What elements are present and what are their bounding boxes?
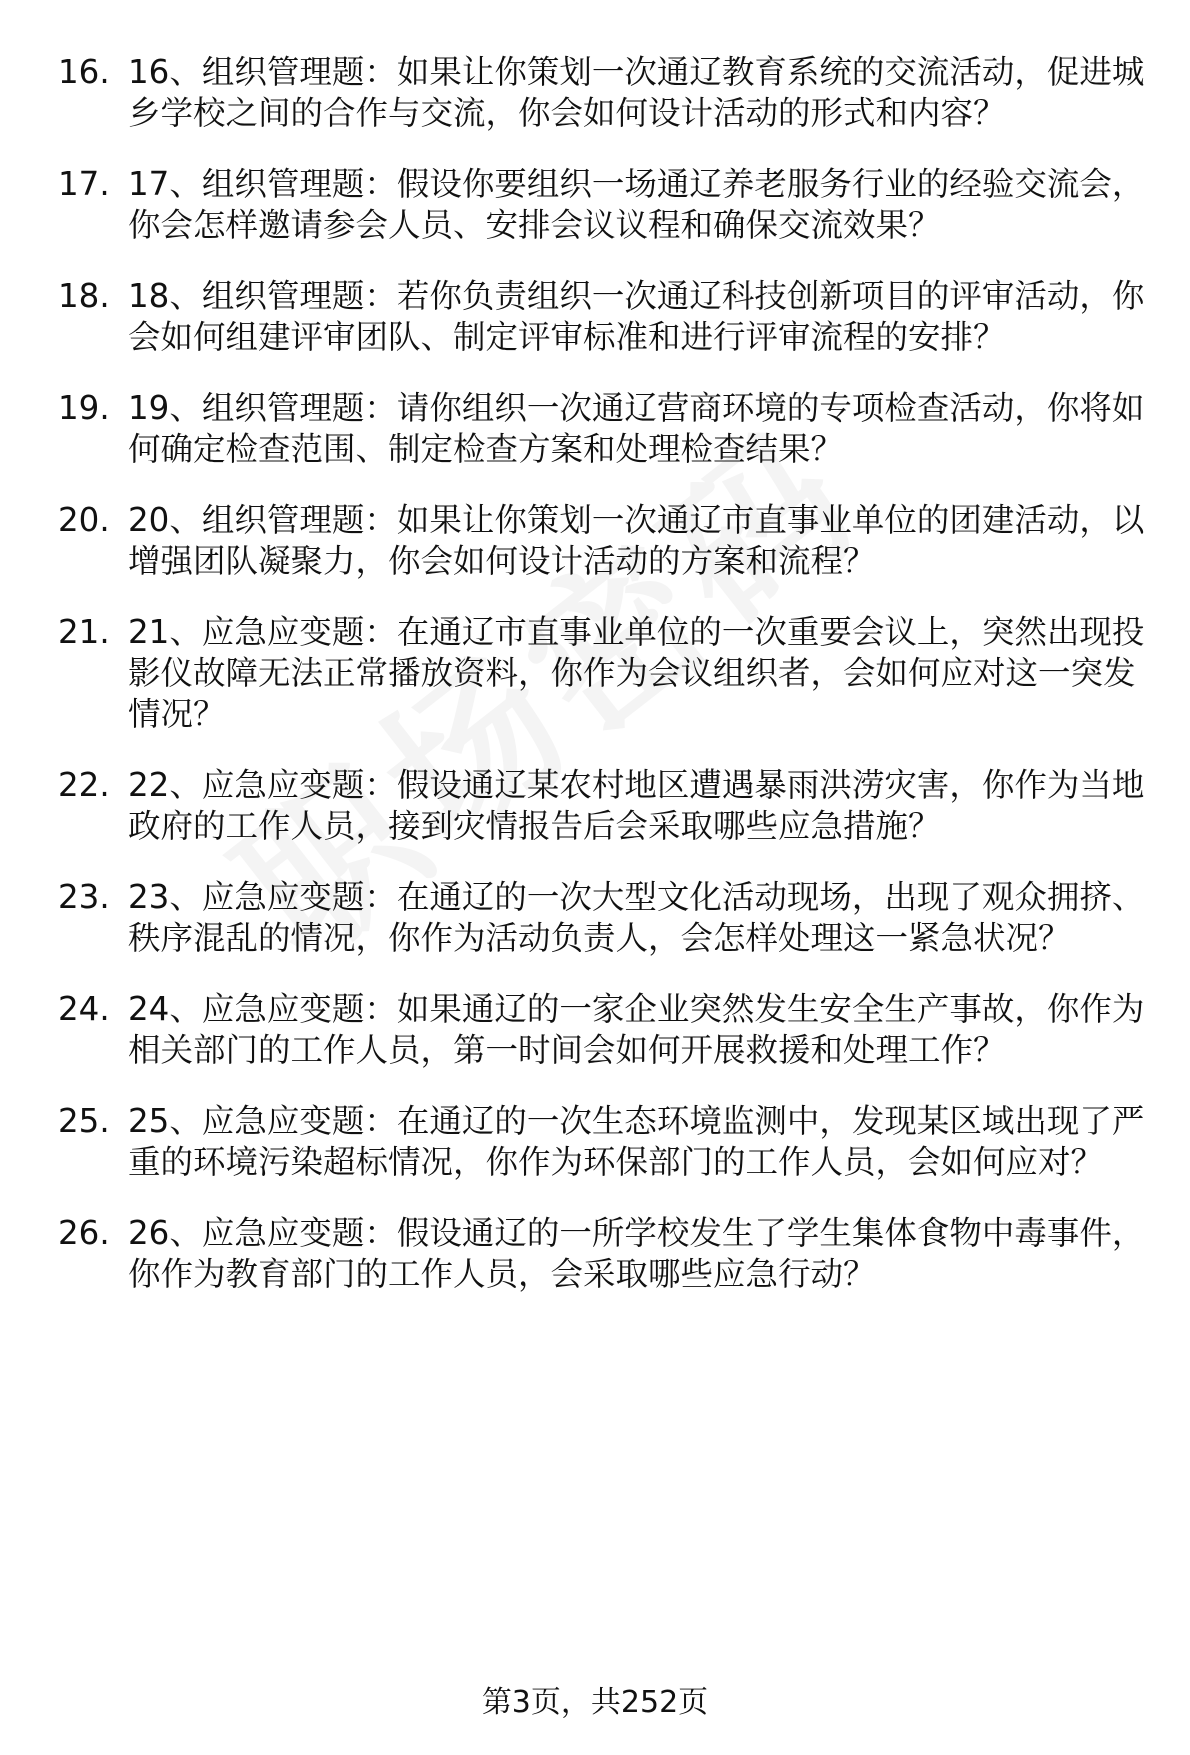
question-number: 19.	[58, 389, 110, 427]
question-text: 25、应急应变题：在通辽的一次生态环境监测中，发现某区域出现了严重的环境污染超标情况，你作为环保部门的工作人员，会如何应对？	[128, 1102, 1145, 1181]
question-text: 22、应急应变题：假设通辽某农村地区遭遇暴雨洪涝灾害，你作为当地政府的工作人员，接到灾情报告后会采取哪些应急措施？	[128, 766, 1145, 845]
question-text: 24、应急应变题：如果通辽的一家企业突然发生安全生产事故，你作为相关部门的工作人员，第一时间会如何开展救援和处理工作？	[128, 990, 1145, 1069]
question-number: 17.	[58, 165, 110, 203]
page-footer: 第3页，共252页	[481, 1685, 709, 1720]
question-item	[58, 276, 1148, 358]
question-item	[58, 612, 1148, 735]
question-number: 20.	[58, 501, 110, 539]
question-item	[58, 52, 1148, 134]
question-number: 24.	[58, 990, 110, 1028]
question-number: 21.	[58, 613, 110, 651]
question-text: 23、应急应变题：在通辽的一次大型文化活动现场，出现了观众拥挤、秩序混乱的情况，你作为活动负责人，会怎样处理这一紧急状况？	[128, 878, 1145, 957]
question-text: 20、组织管理题：如果让你策划一次通辽市直事业单位的团建活动，以增强团队凝聚力，你会如何设计活动的方案和流程？	[128, 501, 1145, 580]
question-number: 18.	[58, 277, 110, 315]
question-item	[58, 1101, 1148, 1183]
question-text: 19、组织管理题：请你组织一次通辽营商环境的专项检查活动，你将如何确定检查范围、制定检查方案和处理检查结果？	[128, 389, 1145, 468]
question-number: 22.	[58, 766, 110, 804]
question-item	[58, 1213, 1148, 1295]
question-item	[58, 877, 1148, 959]
question-text: 17、组织管理题：假设你要组织一场通辽养老服务行业的经验交流会，你会怎样邀请参会人员、安排会议议程和确保交流效果？	[128, 165, 1145, 244]
question-number: 26.	[58, 1214, 110, 1252]
question-number: 25.	[58, 1102, 110, 1140]
question-item	[58, 765, 1148, 847]
question-item	[58, 500, 1148, 582]
question-text: 18、组织管理题：若你负责组织一次通辽科技创新项目的评审活动，你会如何组建评审团队、制定评审标准和进行评审流程的安排？	[128, 277, 1145, 356]
question-item	[58, 989, 1148, 1071]
question-number: 16.	[58, 53, 110, 91]
question-text: 16、组织管理题：如果让你策划一次通辽教育系统的交流活动，促进城乡学校之间的合作与交流，你会如何设计活动的形式和内容？	[128, 53, 1145, 132]
question-number: 23.	[58, 878, 110, 916]
question-item	[58, 164, 1148, 246]
question-item	[58, 388, 1148, 470]
question-text: 21、应急应变题：在通辽市直事业单位的一次重要会议上，突然出现投影仪故障无法正常播放资料，你作为会议组织者，会如何应对这一突发情况？	[128, 613, 1145, 733]
question-list	[58, 52, 1148, 1325]
question-text: 26、应急应变题：假设通辽的一所学校发生了学生集体食物中毒事件，你作为教育部门的工作人员，会采取哪些应急行动？	[128, 1214, 1145, 1293]
